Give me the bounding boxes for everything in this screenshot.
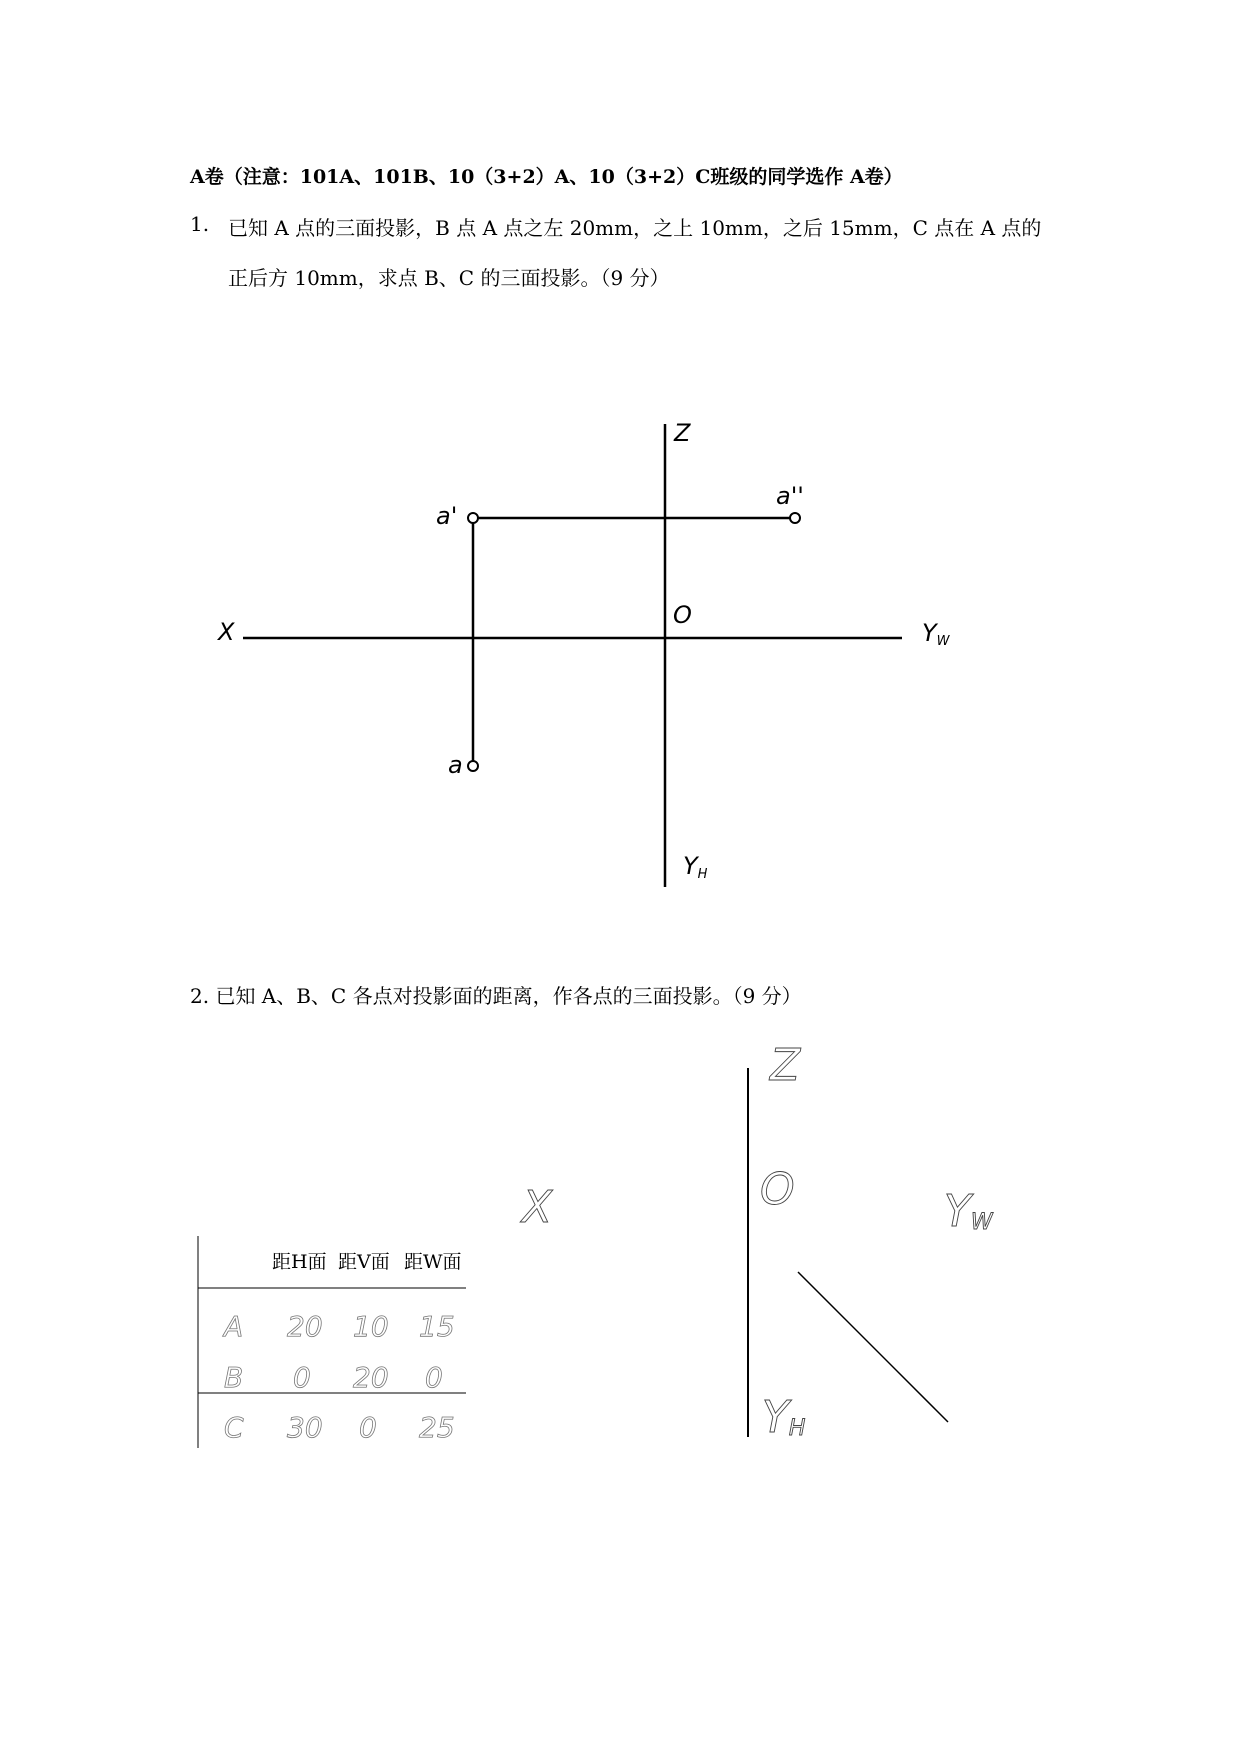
question-1-line-2: 正后方 10mm，求点 B、C 的三面投影。（9 分） <box>228 266 670 290</box>
table-row-c-v: 0 <box>359 1411 377 1444</box>
table-row-a-h: 20 <box>287 1310 323 1343</box>
question-1-number: 1. <box>190 212 210 236</box>
distance-table <box>198 1236 466 1448</box>
point-a-prime <box>468 513 478 523</box>
label2-yh-main: Y <box>762 1392 789 1443</box>
label-yw-sub: W <box>936 634 950 649</box>
table-row-c-point: C <box>224 1411 244 1444</box>
label-o: O <box>673 601 692 629</box>
label2-yw <box>944 1186 994 1237</box>
table-row-b-v: 20 <box>353 1361 389 1394</box>
label2-yh <box>762 1392 805 1443</box>
table-row-a-v: 10 <box>353 1310 389 1343</box>
label-z: Z <box>674 419 691 447</box>
point-a-double-prime <box>790 513 800 523</box>
label-a: a <box>448 751 463 779</box>
table-row-b-point: B <box>224 1361 244 1394</box>
label2-yw-main: Y <box>944 1186 971 1237</box>
table-header-w: 距W面 <box>404 1251 462 1273</box>
table-row-b-h: 0 <box>293 1361 311 1394</box>
question-2-text: 2. 已知 A、B、C 各点对投影面的距离，作各点的三面投影。（9 分） <box>190 984 802 1008</box>
label2-o: O <box>760 1164 795 1215</box>
diagonal-45-line <box>798 1272 948 1422</box>
table-header-v: 距V面 <box>338 1251 390 1273</box>
label-yh-main: Y <box>683 852 698 880</box>
label-yw <box>922 619 951 649</box>
projection-figure-2 <box>748 1068 948 1437</box>
label-yh <box>683 852 708 882</box>
table-row-a-w: 15 <box>419 1310 455 1343</box>
table-row-c-w: 25 <box>419 1411 455 1444</box>
point-a <box>468 761 478 771</box>
label-x: X <box>218 618 235 646</box>
label-yw-main: Y <box>922 619 937 647</box>
label2-x: X <box>522 1182 553 1233</box>
question-1-line-1: 已知 A 点的三面投影，B 点 A 点之左 20mm，之上 10mm，之后 15mm，C 点在 A 点的 <box>228 216 1042 240</box>
table-row-a-point: A <box>224 1310 244 1343</box>
label-a-double-prime: a'' <box>776 482 804 510</box>
table-row-b-w: 0 <box>425 1361 443 1394</box>
label2-yh-sub: H <box>788 1416 806 1441</box>
exam-header: A卷（注意：101A、101B、10（3+2）A、10（3+2）C班级的同学选作 A卷） <box>190 166 903 188</box>
table-row-c-h: 30 <box>287 1411 323 1444</box>
label2-z: Z <box>770 1040 801 1091</box>
table-header-h: 距H面 <box>272 1251 327 1273</box>
label-yh-sub: H <box>697 867 708 882</box>
label2-yw-sub: W <box>970 1210 993 1235</box>
label-a-prime: a' <box>436 502 458 530</box>
